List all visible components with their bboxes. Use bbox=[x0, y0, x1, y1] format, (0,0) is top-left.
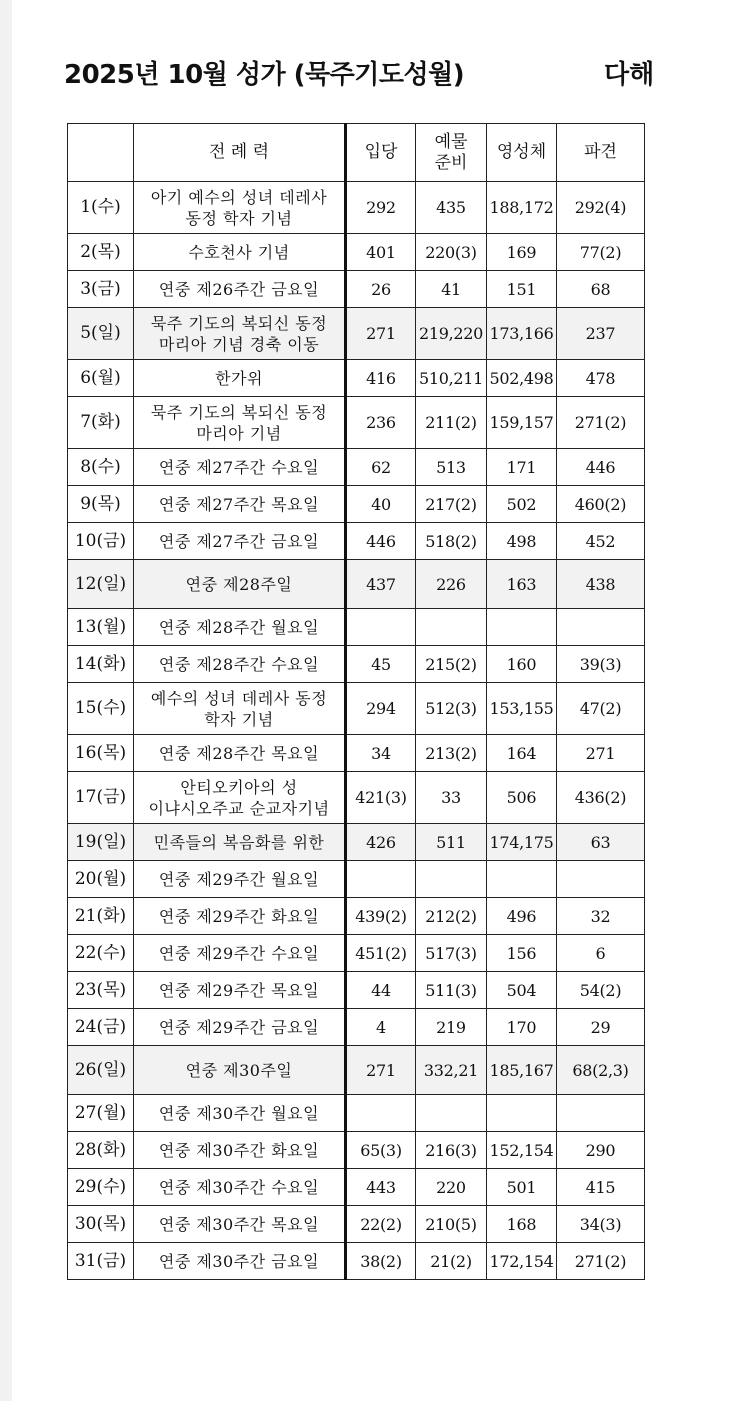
table-row bbox=[68, 861, 645, 898]
dismissal-hymn-cell: 6 bbox=[557, 935, 645, 972]
liturgy-cell bbox=[134, 182, 346, 234]
offertory-hymn-cell: 435 bbox=[416, 182, 487, 234]
dismissal-hymn-cell: 68 bbox=[557, 271, 645, 308]
entrance-hymn-cell: 271 bbox=[346, 308, 416, 360]
liturgy-cell bbox=[134, 972, 346, 1009]
date-cell: 13(월) bbox=[68, 609, 134, 646]
liturgy-line-1: 연중 제29주간 월요일 bbox=[158, 869, 320, 889]
offertory-hymn-cell: 517(3) bbox=[416, 935, 487, 972]
entrance-hymn-cell: 437 bbox=[346, 560, 416, 609]
dismissal-hymn-cell bbox=[557, 861, 645, 898]
table-row bbox=[68, 1095, 645, 1132]
date-cell: 29(수) bbox=[68, 1169, 134, 1206]
offertory-hymn-cell: 220 bbox=[416, 1169, 487, 1206]
communion-hymn-cell: 504 bbox=[487, 972, 557, 1009]
liturgy-line-1: 연중 제27주간 수요일 bbox=[158, 457, 320, 477]
liturgy-cell bbox=[134, 772, 346, 824]
communion-hymn-cell: 506 bbox=[487, 772, 557, 824]
header-date bbox=[68, 124, 134, 182]
liturgy-line-1: 연중 제29주간 목요일 bbox=[158, 980, 320, 1000]
liturgy-cell bbox=[134, 360, 346, 397]
communion-hymn-cell: 188,172 bbox=[487, 182, 557, 234]
dismissal-hymn-cell: 438 bbox=[557, 560, 645, 609]
communion-hymn-cell: 502,498 bbox=[487, 360, 557, 397]
liturgy-cell bbox=[134, 824, 346, 861]
header-communion: 영성체 bbox=[487, 124, 557, 182]
dismissal-hymn-cell bbox=[557, 609, 645, 646]
liturgy-line-2: 마리아 기념 bbox=[196, 423, 282, 443]
liturgy-cell bbox=[134, 560, 346, 609]
date-cell: 5(일) bbox=[68, 308, 134, 360]
liturgy-cell bbox=[134, 609, 346, 646]
liturgy-cell bbox=[134, 1206, 346, 1243]
offertory-hymn-cell: 513 bbox=[416, 449, 487, 486]
liturgy-cell bbox=[134, 683, 346, 735]
date-cell: 19(일) bbox=[68, 824, 134, 861]
date-cell: 8(수) bbox=[68, 449, 134, 486]
dismissal-hymn-cell: 54(2) bbox=[557, 972, 645, 1009]
offertory-hymn-cell: 210(5) bbox=[416, 1206, 487, 1243]
communion-hymn-cell bbox=[487, 861, 557, 898]
table-row bbox=[68, 560, 645, 609]
liturgy-cell bbox=[134, 234, 346, 271]
date-cell: 15(수) bbox=[68, 683, 134, 735]
offertory-hymn-cell: 33 bbox=[416, 772, 487, 824]
liturgy-cell bbox=[134, 397, 346, 449]
liturgy-cell bbox=[134, 1009, 346, 1046]
dismissal-hymn-cell: 29 bbox=[557, 1009, 645, 1046]
entrance-hymn-cell bbox=[346, 861, 416, 898]
table-row bbox=[68, 935, 645, 972]
liturgy-line-1: 연중 제26주간 금요일 bbox=[158, 279, 320, 299]
offertory-hymn-cell: 41 bbox=[416, 271, 487, 308]
liturgy-cell bbox=[134, 308, 346, 360]
offertory-hymn-cell: 511 bbox=[416, 824, 487, 861]
communion-hymn-cell: 501 bbox=[487, 1169, 557, 1206]
liturgy-cell bbox=[134, 1169, 346, 1206]
communion-hymn-cell: 160 bbox=[487, 646, 557, 683]
liturgy-line-1: 연중 제30주일 bbox=[185, 1060, 293, 1080]
liturgy-line-1: 연중 제30주간 금요일 bbox=[158, 1251, 320, 1271]
liturgy-line-2: 학자 기념 bbox=[204, 709, 274, 729]
date-cell: 14(화) bbox=[68, 646, 134, 683]
liturgy-cell bbox=[134, 735, 346, 772]
dismissal-hymn-cell: 271(2) bbox=[557, 1243, 645, 1280]
date-cell: 12(일) bbox=[68, 560, 134, 609]
table-row bbox=[68, 360, 645, 397]
offertory-hymn-cell: 518(2) bbox=[416, 523, 487, 560]
page-author: 다해 bbox=[604, 60, 655, 90]
entrance-hymn-cell: 34 bbox=[346, 735, 416, 772]
entrance-hymn-cell: 439(2) bbox=[346, 898, 416, 935]
date-cell: 30(목) bbox=[68, 1206, 134, 1243]
offertory-hymn-cell: 510,211 bbox=[416, 360, 487, 397]
header-entrance: 입당 bbox=[346, 124, 416, 182]
communion-hymn-cell: 152,154 bbox=[487, 1132, 557, 1169]
dismissal-hymn-cell bbox=[557, 1095, 645, 1132]
offertory-hymn-cell: 332,21 bbox=[416, 1046, 487, 1095]
table-row bbox=[68, 972, 645, 1009]
date-cell: 10(금) bbox=[68, 523, 134, 560]
dismissal-hymn-cell: 34(3) bbox=[557, 1206, 645, 1243]
dismissal-hymn-cell: 77(2) bbox=[557, 234, 645, 271]
page-title: 2025년 10월 성가 (묵주기도성월) bbox=[64, 60, 465, 90]
liturgy-cell bbox=[134, 861, 346, 898]
liturgy-line-1: 예수의 성녀 데레사 동정 bbox=[150, 688, 328, 708]
dismissal-hymn-cell: 271 bbox=[557, 735, 645, 772]
entrance-hymn-cell: 292 bbox=[346, 182, 416, 234]
offertory-hymn-cell: 512(3) bbox=[416, 683, 487, 735]
liturgy-line-1: 연중 제30주간 목요일 bbox=[158, 1214, 320, 1234]
dismissal-hymn-cell: 237 bbox=[557, 308, 645, 360]
liturgy-line-1: 연중 제30주간 월요일 bbox=[158, 1103, 320, 1123]
entrance-hymn-cell: 451(2) bbox=[346, 935, 416, 972]
dismissal-hymn-cell: 460(2) bbox=[557, 486, 645, 523]
communion-hymn-cell: 169 bbox=[487, 234, 557, 271]
dismissal-hymn-cell: 292(4) bbox=[557, 182, 645, 234]
table-header-row bbox=[68, 124, 645, 182]
hymn-schedule-table bbox=[67, 123, 645, 1280]
date-cell: 16(목) bbox=[68, 735, 134, 772]
liturgy-line-2: 이냐시오주교 순교자기념 bbox=[148, 798, 330, 818]
communion-hymn-cell: 498 bbox=[487, 523, 557, 560]
liturgy-line-1: 묵주 기도의 복되신 동정 bbox=[150, 402, 328, 422]
liturgy-line-1: 연중 제28주간 목요일 bbox=[158, 743, 320, 763]
communion-hymn-cell: 502 bbox=[487, 486, 557, 523]
communion-hymn-cell: 168 bbox=[487, 1206, 557, 1243]
entrance-hymn-cell: 4 bbox=[346, 1009, 416, 1046]
date-cell: 28(화) bbox=[68, 1132, 134, 1169]
dismissal-hymn-cell: 446 bbox=[557, 449, 645, 486]
offertory-hymn-cell: 216(3) bbox=[416, 1132, 487, 1169]
liturgy-line-1: 연중 제28주간 수요일 bbox=[158, 654, 320, 674]
liturgy-line-1: 연중 제27주간 금요일 bbox=[158, 531, 320, 551]
communion-hymn-cell: 159,157 bbox=[487, 397, 557, 449]
liturgy-cell bbox=[134, 449, 346, 486]
liturgy-cell bbox=[134, 486, 346, 523]
communion-hymn-cell: 164 bbox=[487, 735, 557, 772]
table-row bbox=[68, 898, 645, 935]
liturgy-line-1: 연중 제29주간 수요일 bbox=[158, 943, 320, 963]
entrance-hymn-cell: 271 bbox=[346, 1046, 416, 1095]
table-row bbox=[68, 646, 645, 683]
liturgy-line-1: 안티오키아의 성 bbox=[180, 777, 298, 797]
liturgy-cell bbox=[134, 646, 346, 683]
entrance-hymn-cell: 416 bbox=[346, 360, 416, 397]
table-row bbox=[68, 1046, 645, 1095]
liturgy-line-1: 연중 제28주일 bbox=[185, 574, 293, 594]
entrance-hymn-cell: 40 bbox=[346, 486, 416, 523]
offertory-hymn-cell: 211(2) bbox=[416, 397, 487, 449]
table-row bbox=[68, 824, 645, 861]
liturgy-line-1: 수호천사 기념 bbox=[188, 242, 290, 262]
entrance-hymn-cell: 38(2) bbox=[346, 1243, 416, 1280]
communion-hymn-cell: 185,167 bbox=[487, 1046, 557, 1095]
table-row bbox=[68, 397, 645, 449]
entrance-hymn-cell: 44 bbox=[346, 972, 416, 1009]
table-body bbox=[68, 182, 645, 1280]
date-cell: 17(금) bbox=[68, 772, 134, 824]
entrance-hymn-cell: 65(3) bbox=[346, 1132, 416, 1169]
communion-hymn-cell: 172,154 bbox=[487, 1243, 557, 1280]
header-offertory-line2: 준비 bbox=[434, 152, 468, 173]
date-cell: 6(월) bbox=[68, 360, 134, 397]
communion-hymn-cell: 496 bbox=[487, 898, 557, 935]
liturgy-line-1: 한가위 bbox=[215, 368, 263, 388]
date-cell: 23(목) bbox=[68, 972, 134, 1009]
offertory-hymn-cell: 511(3) bbox=[416, 972, 487, 1009]
liturgy-line-1: 연중 제29주간 금요일 bbox=[158, 1017, 320, 1037]
communion-hymn-cell bbox=[487, 609, 557, 646]
date-cell: 20(월) bbox=[68, 861, 134, 898]
date-cell: 31(금) bbox=[68, 1243, 134, 1280]
table-row bbox=[68, 523, 645, 560]
entrance-hymn-cell: 26 bbox=[346, 271, 416, 308]
entrance-hymn-cell: 236 bbox=[346, 397, 416, 449]
table-row bbox=[68, 1243, 645, 1280]
table-row bbox=[68, 683, 645, 735]
dismissal-hymn-cell: 478 bbox=[557, 360, 645, 397]
entrance-hymn-cell: 446 bbox=[346, 523, 416, 560]
header-offertory bbox=[416, 124, 487, 182]
entrance-hymn-cell: 443 bbox=[346, 1169, 416, 1206]
table-row bbox=[68, 449, 645, 486]
communion-hymn-cell: 163 bbox=[487, 560, 557, 609]
dismissal-hymn-cell: 39(3) bbox=[557, 646, 645, 683]
communion-hymn-cell: 151 bbox=[487, 271, 557, 308]
liturgy-line-2: 동정 학자 기념 bbox=[185, 208, 293, 228]
table-row bbox=[68, 1009, 645, 1046]
liturgy-cell bbox=[134, 898, 346, 935]
liturgy-line-1: 연중 제30주간 화요일 bbox=[158, 1140, 320, 1160]
dismissal-hymn-cell: 63 bbox=[557, 824, 645, 861]
date-cell: 22(수) bbox=[68, 935, 134, 972]
table-row bbox=[68, 182, 645, 234]
offertory-hymn-cell: 215(2) bbox=[416, 646, 487, 683]
offertory-hymn-cell: 219,220 bbox=[416, 308, 487, 360]
communion-hymn-cell: 171 bbox=[487, 449, 557, 486]
table-row bbox=[68, 234, 645, 271]
liturgy-cell bbox=[134, 935, 346, 972]
header-offertory-line1: 예물 bbox=[434, 131, 468, 152]
table-row bbox=[68, 609, 645, 646]
communion-hymn-cell: 156 bbox=[487, 935, 557, 972]
table-row bbox=[68, 271, 645, 308]
liturgy-line-1: 묵주 기도의 복되신 동정 bbox=[150, 313, 328, 333]
header-dismissal: 파견 bbox=[557, 124, 645, 182]
entrance-hymn-cell: 426 bbox=[346, 824, 416, 861]
date-cell: 24(금) bbox=[68, 1009, 134, 1046]
date-cell: 27(월) bbox=[68, 1095, 134, 1132]
liturgy-cell bbox=[134, 271, 346, 308]
offertory-hymn-cell: 21(2) bbox=[416, 1243, 487, 1280]
date-cell: 3(금) bbox=[68, 271, 134, 308]
offertory-hymn-cell bbox=[416, 609, 487, 646]
header-liturgy: 전 례 력 bbox=[134, 124, 346, 182]
liturgy-line-1: 민족들의 복음화를 위한 bbox=[153, 832, 325, 852]
entrance-hymn-cell: 294 bbox=[346, 683, 416, 735]
table-row bbox=[68, 308, 645, 360]
liturgy-line-1: 연중 제28주간 월요일 bbox=[158, 617, 320, 637]
liturgy-line-1: 연중 제30주간 수요일 bbox=[158, 1177, 320, 1197]
document-page bbox=[12, 0, 751, 1401]
date-cell: 26(일) bbox=[68, 1046, 134, 1095]
date-cell: 1(수) bbox=[68, 182, 134, 234]
dismissal-hymn-cell: 68(2,3) bbox=[557, 1046, 645, 1095]
date-cell: 9(목) bbox=[68, 486, 134, 523]
dismissal-hymn-cell: 32 bbox=[557, 898, 645, 935]
table-row bbox=[68, 1169, 645, 1206]
liturgy-cell bbox=[134, 1243, 346, 1280]
dismissal-hymn-cell: 415 bbox=[557, 1169, 645, 1206]
entrance-hymn-cell: 421(3) bbox=[346, 772, 416, 824]
communion-hymn-cell: 173,166 bbox=[487, 308, 557, 360]
date-cell: 21(화) bbox=[68, 898, 134, 935]
communion-hymn-cell bbox=[487, 1095, 557, 1132]
entrance-hymn-cell bbox=[346, 1095, 416, 1132]
communion-hymn-cell: 153,155 bbox=[487, 683, 557, 735]
liturgy-line-1: 연중 제27주간 목요일 bbox=[158, 494, 320, 514]
liturgy-line-2: 마리아 기념 경축 이동 bbox=[158, 334, 320, 354]
table-row bbox=[68, 1132, 645, 1169]
offertory-hymn-cell: 212(2) bbox=[416, 898, 487, 935]
communion-hymn-cell: 170 bbox=[487, 1009, 557, 1046]
offertory-hymn-cell: 226 bbox=[416, 560, 487, 609]
date-cell: 2(목) bbox=[68, 234, 134, 271]
liturgy-cell bbox=[134, 1046, 346, 1095]
liturgy-cell bbox=[134, 523, 346, 560]
offertory-hymn-cell bbox=[416, 1095, 487, 1132]
date-cell: 7(화) bbox=[68, 397, 134, 449]
table-row bbox=[68, 735, 645, 772]
dismissal-hymn-cell: 290 bbox=[557, 1132, 645, 1169]
offertory-hymn-cell: 219 bbox=[416, 1009, 487, 1046]
table-row bbox=[68, 772, 645, 824]
dismissal-hymn-cell: 436(2) bbox=[557, 772, 645, 824]
offertory-hymn-cell bbox=[416, 861, 487, 898]
dismissal-hymn-cell: 47(2) bbox=[557, 683, 645, 735]
entrance-hymn-cell: 22(2) bbox=[346, 1206, 416, 1243]
liturgy-cell bbox=[134, 1132, 346, 1169]
offertory-hymn-cell: 220(3) bbox=[416, 234, 487, 271]
dismissal-hymn-cell: 271(2) bbox=[557, 397, 645, 449]
communion-hymn-cell: 174,175 bbox=[487, 824, 557, 861]
entrance-hymn-cell: 62 bbox=[346, 449, 416, 486]
entrance-hymn-cell: 45 bbox=[346, 646, 416, 683]
offertory-hymn-cell: 213(2) bbox=[416, 735, 487, 772]
liturgy-cell bbox=[134, 1095, 346, 1132]
table-row bbox=[68, 486, 645, 523]
liturgy-line-1: 연중 제29주간 화요일 bbox=[158, 906, 320, 926]
entrance-hymn-cell: 401 bbox=[346, 234, 416, 271]
dismissal-hymn-cell: 452 bbox=[557, 523, 645, 560]
offertory-hymn-cell: 217(2) bbox=[416, 486, 487, 523]
entrance-hymn-cell bbox=[346, 609, 416, 646]
table-row bbox=[68, 1206, 645, 1243]
liturgy-line-1: 아기 예수의 성녀 데레사 bbox=[150, 187, 328, 207]
